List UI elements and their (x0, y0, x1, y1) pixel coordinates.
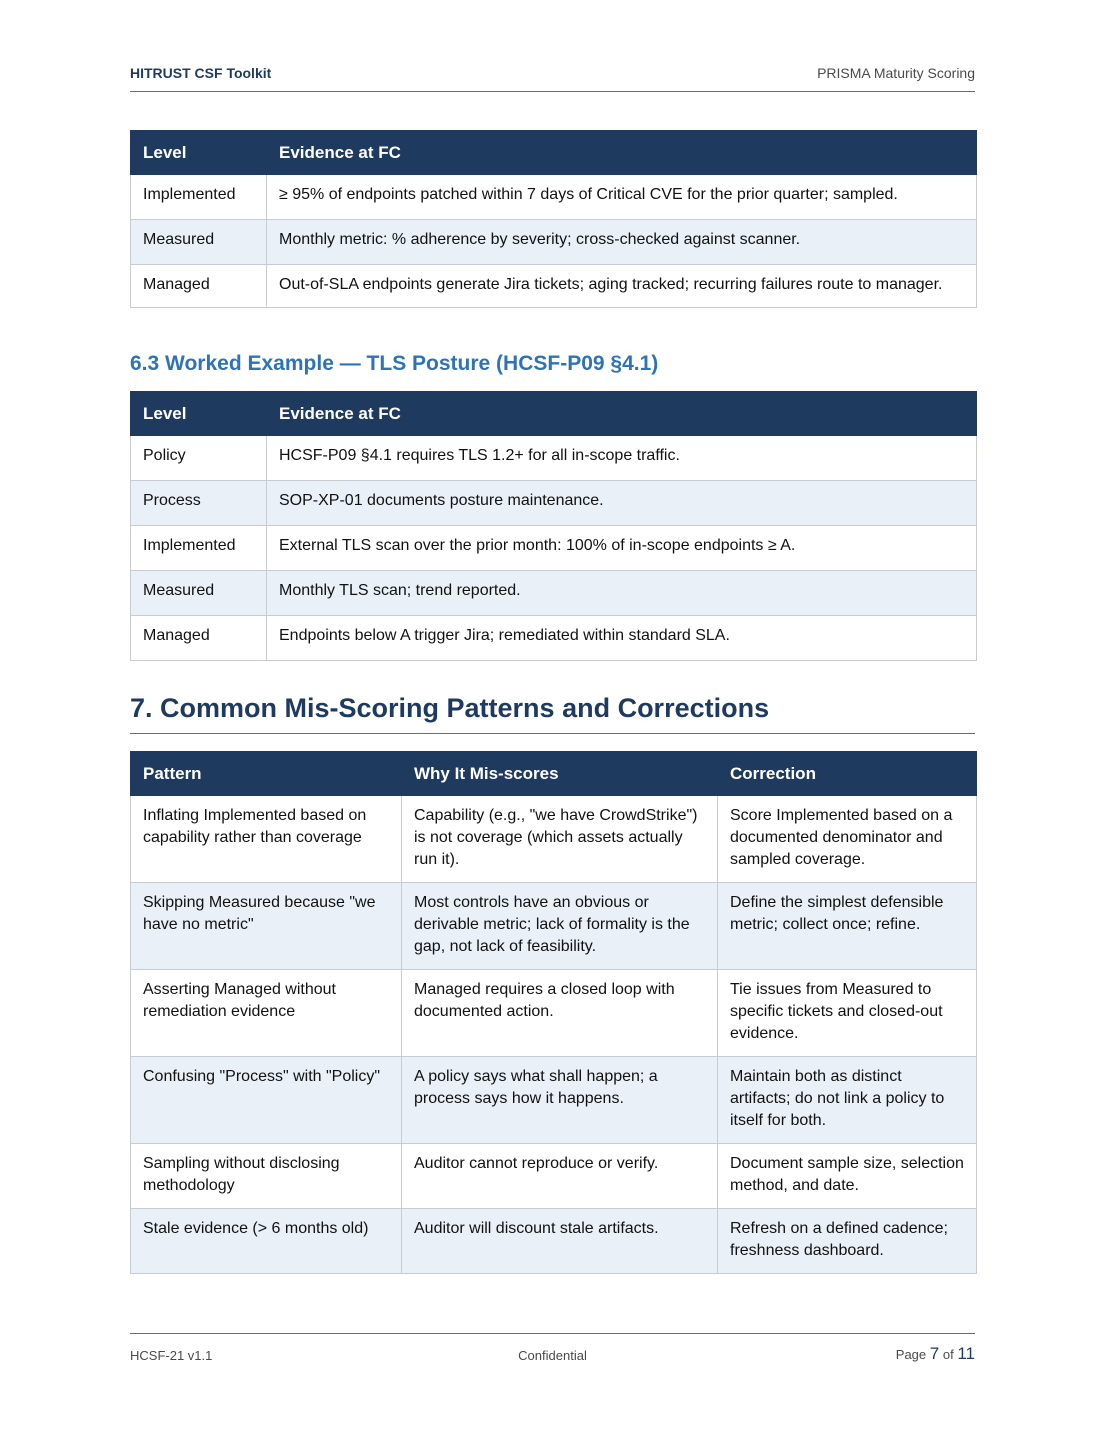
table-cell: Monthly TLS scan; trend reported. (267, 571, 977, 616)
table-cell: Policy (131, 436, 267, 481)
table-cell: Tie issues from Measured to specific tickets and closed-out evidence. (718, 970, 977, 1057)
table-row (131, 175, 977, 220)
table-row (131, 616, 977, 661)
table-cell: Confusing "Process" with "Policy" (131, 1057, 402, 1144)
table-cell: Endpoints below A trigger Jira; remediated within standard SLA. (267, 616, 977, 661)
table-cell: Managed (131, 616, 267, 661)
table-cell: Refresh on a defined cadence; freshness dashboard. (718, 1209, 977, 1274)
column-header: Pattern (131, 752, 402, 796)
table-cell: ≥ 95% of endpoints patched within 7 days of Critical CVE for the prior quarter; sampled. (267, 175, 977, 220)
table-cell: Measured (131, 571, 267, 616)
table-cell: Auditor cannot reproduce or verify. (402, 1144, 718, 1209)
header-section-title: PRISMA Maturity Scoring (817, 65, 975, 81)
table-row (131, 220, 977, 265)
page-of: of (942, 1347, 954, 1362)
footer-doc-id: HCSF-21 v1.1 (130, 1348, 213, 1363)
table-row (131, 970, 977, 1057)
tls-evidence-table (130, 391, 977, 661)
table-header-row (131, 752, 977, 796)
table-cell: A policy says what shall happen; a process says how it happens. (402, 1057, 718, 1144)
table-cell: Stale evidence (> 6 months old) (131, 1209, 402, 1274)
page-total: 11 (957, 1344, 975, 1363)
table-row (131, 481, 977, 526)
table-cell: Sampling without disclosing methodology (131, 1144, 402, 1209)
table-row (131, 265, 977, 308)
section-title: 7. Common Mis-Scoring Patterns and Corrections (130, 693, 770, 723)
table-cell: Asserting Managed without remediation evidence (131, 970, 402, 1057)
table-row (131, 1209, 977, 1274)
page-current: 7 (929, 1344, 940, 1363)
table-cell: Managed requires a closed loop with documented action. (402, 970, 718, 1057)
table-cell: Managed (131, 265, 267, 308)
column-header: Level (131, 131, 267, 175)
table-cell: External TLS scan over the prior month: 100% of in-scope endpoints ≥ A. (267, 526, 977, 571)
page-footer (130, 1333, 975, 1374)
table-row (131, 796, 977, 883)
table-cell: Measured (131, 220, 267, 265)
table-cell: HCSF-P09 §4.1 requires TLS 1.2+ for all in-scope traffic. (267, 436, 977, 481)
table-cell: Most controls have an obvious or derivable metric; lack of formality is the gap, not lack of feasibility. (402, 883, 718, 970)
column-header: Correction (718, 752, 977, 796)
table-header-row (131, 392, 977, 436)
column-header: Evidence at FC (267, 392, 977, 436)
table-cell: Implemented (131, 526, 267, 571)
page-header (130, 60, 975, 92)
header-doc-title: HITRUST CSF Toolkit (130, 65, 272, 81)
table-cell: Inflating Implemented based on capability rather than coverage (131, 796, 402, 883)
column-header: Level (131, 392, 267, 436)
table-cell: Monthly metric: % adherence by severity; cross-checked against scanner. (267, 220, 977, 265)
table-cell: Score Implemented based on a documented denominator and sampled coverage. (718, 796, 977, 883)
table-header-row (131, 131, 977, 175)
table-cell: Implemented (131, 175, 267, 220)
table-cell: Document sample size, selection method, and date. (718, 1144, 977, 1209)
table-row (131, 1057, 977, 1144)
footer-classification: Confidential (518, 1348, 587, 1363)
table-cell: Maintain both as distinct artifacts; do not link a policy to itself for both. (718, 1057, 977, 1144)
table-cell: SOP-XP-01 documents posture maintenance. (267, 481, 977, 526)
column-header: Evidence at FC (267, 131, 977, 175)
table-cell: Out-of-SLA endpoints generate Jira tickets; aging tracked; recurring failures route to manager. (267, 265, 977, 308)
table-cell: Process (131, 481, 267, 526)
table-row (131, 571, 977, 616)
table-row (131, 883, 977, 970)
table-cell: Auditor will discount stale artifacts. (402, 1209, 718, 1274)
page-label: Page (895, 1347, 927, 1362)
table-row (131, 1144, 977, 1209)
patch-evidence-table (130, 130, 977, 308)
subsection-heading: 6.3 Worked Example — TLS Posture (HCSF-P09 §4.1) (130, 352, 659, 375)
section-heading (130, 688, 975, 734)
table-row (131, 526, 977, 571)
page-number (896, 1344, 975, 1364)
column-header: Why It Mis-scores (402, 752, 718, 796)
table-cell: Define the simplest defensible metric; collect once; refine. (718, 883, 977, 970)
table-cell: Skipping Measured because "we have no metric" (131, 883, 402, 970)
table-cell: Capability (e.g., "we have CrowdStrike") is not coverage (which assets actually run it). (402, 796, 718, 883)
table-row (131, 436, 977, 481)
mis-scoring-table (130, 751, 977, 1274)
